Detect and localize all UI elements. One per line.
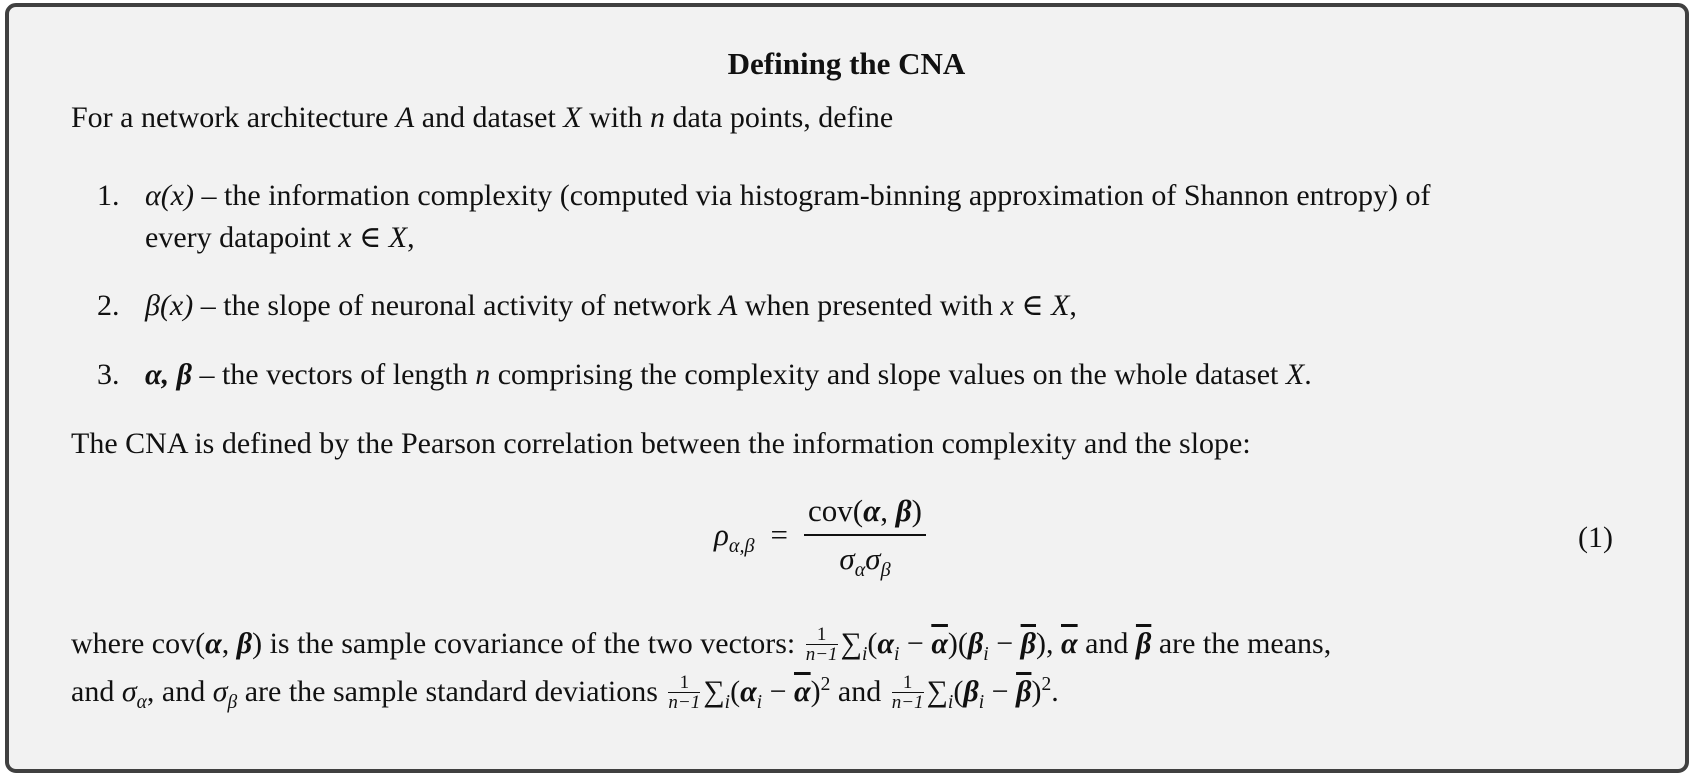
var-A: A — [395, 101, 415, 134]
definition-text: The CNA is defined by the Pearson correlation between the information complexity and the slope: — [71, 427, 1251, 460]
sum-symbol: ∑ — [840, 627, 862, 660]
item-text: comprising the complexity and slope values on the whole dataset — [490, 358, 1286, 391]
rho-symbol: ρ — [714, 517, 729, 552]
var-n: n — [649, 101, 665, 134]
item-text: every datapoint — [145, 221, 339, 254]
var-A: A — [718, 289, 738, 322]
intro-text: and dataset — [414, 101, 564, 134]
equation-lhs — [714, 517, 755, 558]
intro-paragraph — [71, 100, 893, 136]
pearson-equation — [714, 492, 926, 582]
fraction-denominator: $\sigma_\alpha\sigma_\beta$ — [839, 541, 891, 582]
rho-subscript: α,β — [728, 535, 755, 558]
item-text: when presented with — [737, 289, 1001, 322]
explanation-line-1: where cov(α, β) is the sample covariance of the two vectors: $\frac{1}{n-1}$ $\sum_i(\alpha_i - \overline{\alpha})(\beta_i - \overline{\beta})$, $\overline{\alpha}$ and $\overline{\beta}$ are the means, — [71, 623, 1332, 665]
math-x-in-X: x ∈ X — [338, 221, 408, 254]
item-text: – the slope of neuronal activity of network — [193, 289, 719, 322]
var-X: X — [563, 101, 582, 134]
beta-symbol: β(x) — [145, 289, 194, 322]
punctuation: . — [1304, 358, 1312, 391]
punctuation: , — [1069, 289, 1077, 322]
intro-text: For a network architecture — [71, 101, 396, 134]
intro-text: data points, define — [664, 101, 894, 134]
list-item-1-continued — [145, 220, 415, 256]
alpha-beta-vectors: α, β — [145, 358, 192, 391]
item-text: – the information complexity (computed via histogram-binning approximation of Shannon entropy) of — [194, 179, 1431, 212]
var-X: X — [1285, 358, 1305, 391]
list-item-number: 1. — [97, 179, 120, 212]
punctuation: , — [407, 221, 415, 254]
inline-fraction: $\frac{1}{n-1}$ — [805, 623, 838, 665]
math-x-in-X: x ∈ X — [1000, 289, 1070, 322]
list-item-number: 3. — [97, 358, 120, 391]
explanation-line-2: and $\sigma_\alpha$, and $\sigma_\beta$ are the sample standard deviations $\frac{1}{n-1}$ $\sum_i(\alpha_i - \overline{\alpha})^2$ and $\frac{1}{n-1}$ $\sum_i(\beta_i - \overline{\beta})^2$. — [71, 671, 1059, 713]
equation-number: (1) — [1578, 521, 1613, 554]
inline-fraction: $\frac{1}{n-1}$ — [668, 671, 701, 713]
equals-sign: = — [770, 517, 789, 552]
sum-symbol: ∑ — [703, 675, 725, 708]
list-item-number: 2. — [97, 289, 120, 322]
list-item-1 — [145, 178, 1430, 214]
alpha-symbol: α(x) — [145, 179, 195, 212]
list-item-2 — [145, 288, 1077, 324]
intro-text: with — [581, 101, 650, 134]
equation-fraction — [804, 492, 926, 582]
inline-fraction: $\frac{1}{n-1}$ — [891, 671, 924, 713]
box-title: Defining the CNA — [727, 46, 966, 81]
list-item-3 — [145, 357, 1312, 393]
var-n: n — [475, 358, 491, 391]
item-text: – the vectors of length — [191, 358, 476, 391]
fraction-numerator: cov(α, β) — [804, 492, 926, 536]
